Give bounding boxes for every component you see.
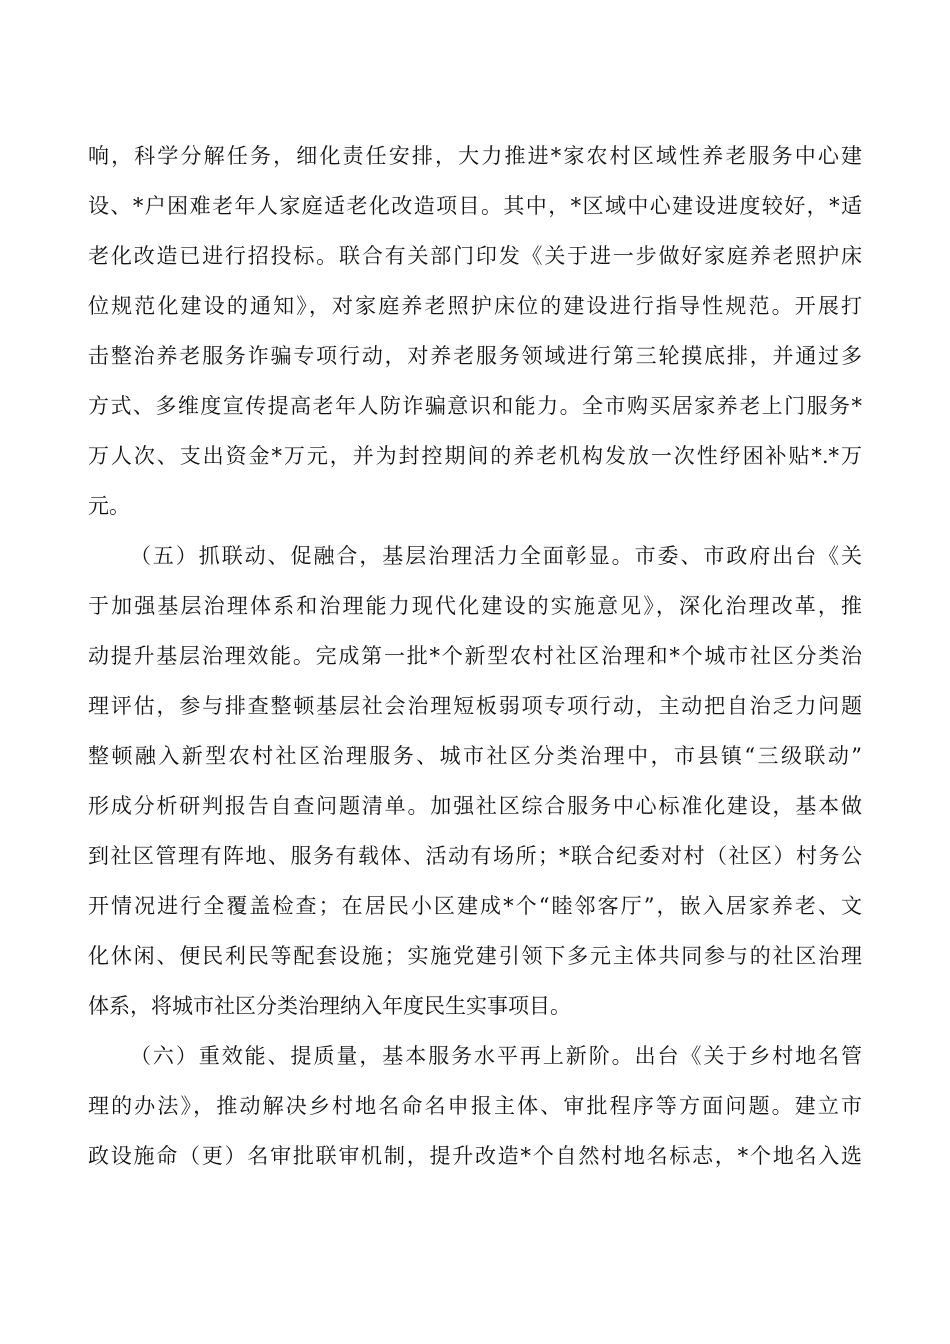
text-line: 形成分析研判报告自查问题清单。加强社区综合服务中心标准化建设，基本做 [88, 794, 862, 818]
text-line: 响，科学分解任务，细化责任安排，大力推进*家农村区域性养老服务中心建 [88, 144, 862, 168]
text-line: 设、*户困难老年人家庭适老化改造项目。其中，*区域中心建设进度较好，*适 [88, 194, 862, 218]
text-line: 动提升基层治理效能。完成第一批*个新型农村社区治理和*个城市社区分类治 [88, 644, 862, 668]
text-line: 位规范化建设的通知》，对家庭养老照护床位的建设进行指导性规范。开展打 [88, 294, 862, 318]
text-line: 元。 [88, 494, 130, 518]
text-line: 理的办法》，推动解决乡村地名命名申报主体、审批程序等方面问题。建立市 [88, 1094, 862, 1118]
text-line: 政设施命（更）名审批联审机制，提升改造*个自然村地名标志，*个地名入选 [88, 1144, 862, 1168]
paragraph-heading-line: （六）重效能、提质量，基本服务水平再上新阶。出台《关于乡村地名管 [130, 1044, 862, 1068]
text-line: 老化改造已进行招投标。联合有关部门印发《关于进一步做好家庭养老照护床 [88, 244, 862, 268]
text-line: 万人次、支出资金*万元，并为封控期间的养老机构发放一次性纾困补贴*.*万 [88, 444, 862, 468]
text-line: 开情况进行全覆盖检查；在居民小区建成*个“睦邻客厅”，嵌入居家养老、文 [88, 894, 862, 918]
text-line: 理评估，参与排查整顿基层社会治理短板弱项专项行动，主动把自治乏力问题 [88, 694, 862, 718]
text-line: 到社区管理有阵地、服务有载体、活动有场所；*联合纪委对村（社区）村务公 [88, 844, 862, 868]
text-line: 击整治养老服务诈骗专项行动，对养老服务领域进行第三轮摸底排，并通过多 [88, 344, 862, 368]
text-line: 体系，将城市社区分类治理纳入年度民生实事项目。 [88, 994, 571, 1018]
paragraph-heading-line: （五）抓联动、促融合，基层治理活力全面彰显。市委、市政府出台《关 [130, 544, 862, 568]
text-line: 整顿融入新型农村社区治理服务、城市社区分类治理中，市县镇“三级联动” [88, 744, 862, 768]
text-line: 于加强基层治理体系和治理能力现代化建设的实施意见》，深化治理改革，推 [88, 594, 862, 618]
text-line: 方式、多维度宣传提高老年人防诈骗意识和能力。全市购买居家养老上门服务* [88, 394, 862, 418]
text-line: 化休闲、便民利民等配套设施；实施党建引领下多元主体共同参与的社区治理 [88, 944, 862, 968]
